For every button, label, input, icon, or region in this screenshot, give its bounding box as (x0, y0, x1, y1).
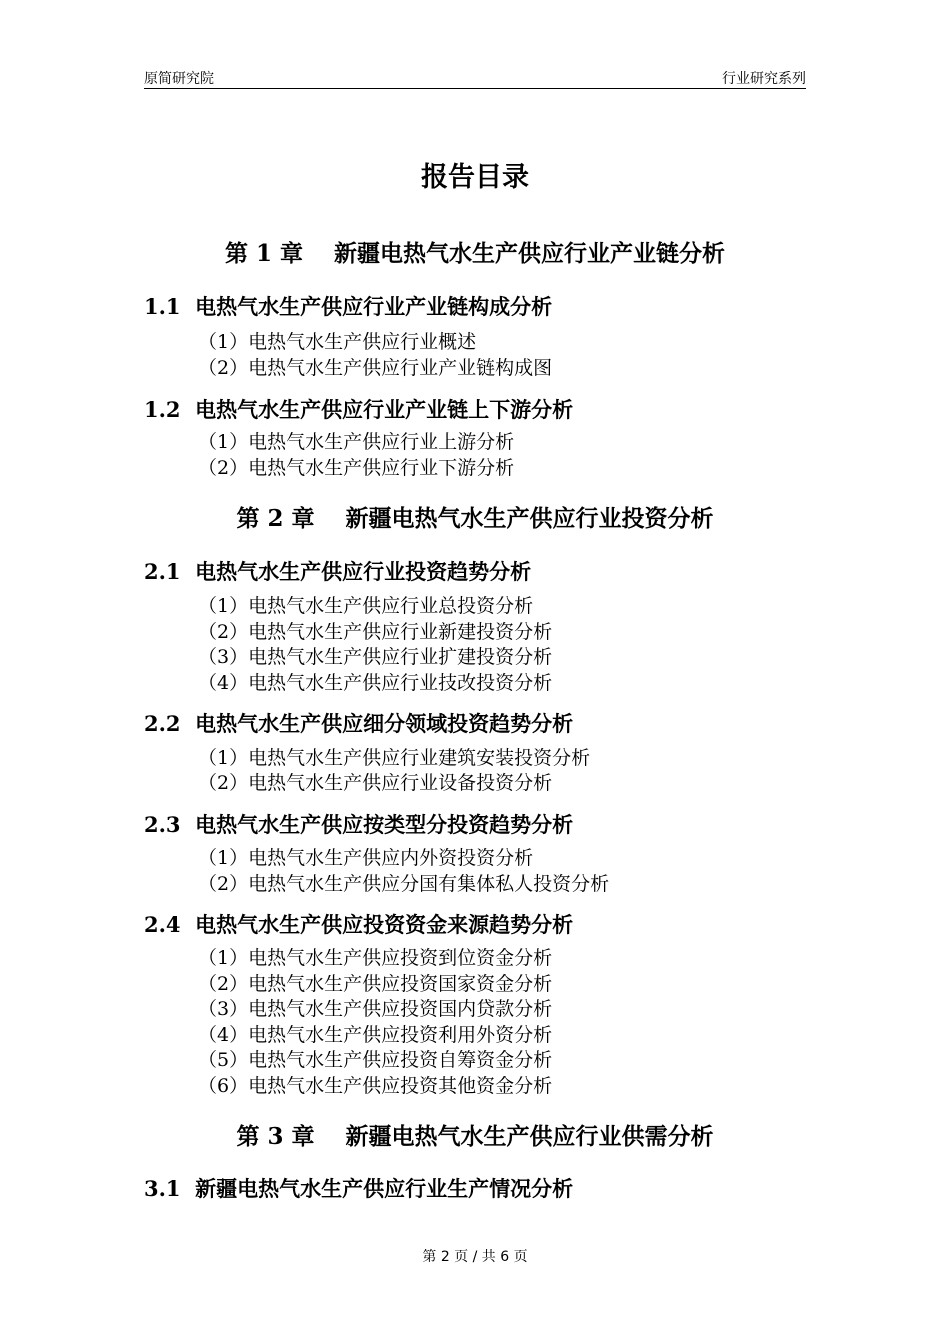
toc-item: （4）电热气水生产供应投资利用外资分析 (198, 1024, 553, 1046)
chapter-heading: 第 3 章 新疆电热气水生产供应行业供需分析 (236, 1123, 714, 1150)
toc-item: （1）电热气水生产供应行业上游分析 (198, 431, 515, 453)
section-heading: 3.1 新疆电热气水生产供应行业生产情况分析 (144, 1176, 574, 1201)
section-heading: 2.4 电热气水生产供应投资资金来源趋势分析 (144, 912, 574, 937)
toc-item: （3）电热气水生产供应行业扩建投资分析 (198, 646, 553, 668)
section-heading: 1.1 电热气水生产供应行业产业链构成分析 (144, 294, 553, 319)
section-heading: 1.2 电热气水生产供应行业产业链上下游分析 (144, 397, 574, 422)
chapter-heading: 第 2 章 新疆电热气水生产供应行业投资分析 (236, 505, 714, 532)
header-right-text: 行业研究系列 (722, 71, 806, 87)
toc-item: （1）电热气水生产供应行业建筑安装投资分析 (198, 747, 591, 769)
toc-item: （2）电热气水生产供应行业新建投资分析 (198, 621, 553, 643)
header-left-text: 原简研究院 (144, 71, 214, 87)
toc-item: （2）电热气水生产供应分国有集体私人投资分析 (198, 873, 610, 895)
toc-item: （2）电热气水生产供应投资国家资金分析 (198, 973, 553, 995)
toc-title: 报告目录 (421, 162, 529, 193)
toc-item: （2）电热气水生产供应行业下游分析 (198, 457, 515, 479)
toc-item: （1）电热气水生产供应内外资投资分析 (198, 847, 534, 869)
toc-item: （1）电热气水生产供应行业总投资分析 (198, 595, 534, 617)
toc-item: （1）电热气水生产供应行业概述 (198, 331, 477, 353)
toc-item: （4）电热气水生产供应行业技改投资分析 (198, 672, 553, 694)
chapter-heading: 第 1 章 新疆电热气水生产供应行业产业链分析 (224, 240, 726, 267)
toc-item: （2）电热气水生产供应行业设备投资分析 (198, 772, 553, 794)
section-heading: 2.2 电热气水生产供应细分领域投资趋势分析 (144, 711, 574, 736)
page-footer: 第 2 页 / 共 6 页 (422, 1249, 528, 1265)
section-heading: 2.1 电热气水生产供应行业投资趋势分析 (144, 559, 532, 584)
toc-item: （2）电热气水生产供应行业产业链构成图 (198, 357, 553, 379)
page-header (144, 66, 806, 89)
toc-item: （5）电热气水生产供应投资自筹资金分析 (198, 1049, 553, 1071)
section-heading: 2.3 电热气水生产供应按类型分投资趋势分析 (144, 812, 574, 837)
toc-item: （6）电热气水生产供应投资其他资金分析 (198, 1075, 553, 1097)
toc-item: （3）电热气水生产供应投资国内贷款分析 (198, 998, 553, 1020)
toc-item: （1）电热气水生产供应投资到位资金分析 (198, 947, 553, 969)
